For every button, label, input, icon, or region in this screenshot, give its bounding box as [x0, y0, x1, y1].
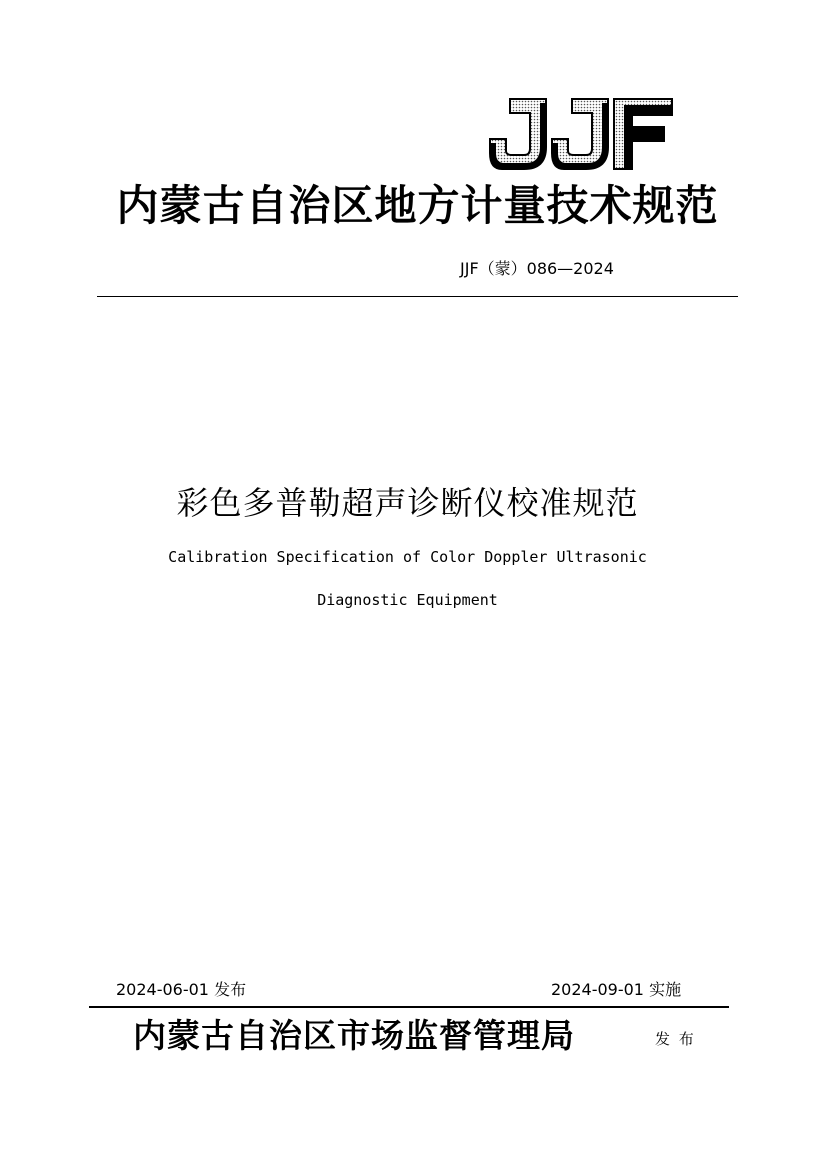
jjf-logo	[488, 97, 674, 173]
logo-letter-j2	[552, 99, 608, 169]
series-title: 内蒙古自治区地方计量技术规范	[116, 181, 719, 230]
bottom-divider	[89, 1006, 729, 1008]
effective-date: 2024-09-01 实施	[551, 980, 682, 999]
standard-code: JJF（蒙）086—2024	[460, 259, 614, 278]
logo-letter-j1	[490, 99, 546, 169]
document-title-zh: 彩色多普勒超声诊断仪校准规范	[176, 484, 639, 522]
document-title-en-line2: Diagnostic Equipment	[317, 591, 498, 609]
issuing-authority: 内蒙古自治区市场监督管理局	[133, 1016, 575, 1055]
issuing-authority-suffix: 发 布	[655, 1030, 694, 1048]
issue-date: 2024-06-01 发布	[116, 980, 247, 999]
logo-letter-f	[614, 99, 672, 169]
document-title-en-line1: Calibration Specification of Color Doppler Ultrasonic	[168, 548, 647, 566]
top-divider	[97, 296, 738, 297]
